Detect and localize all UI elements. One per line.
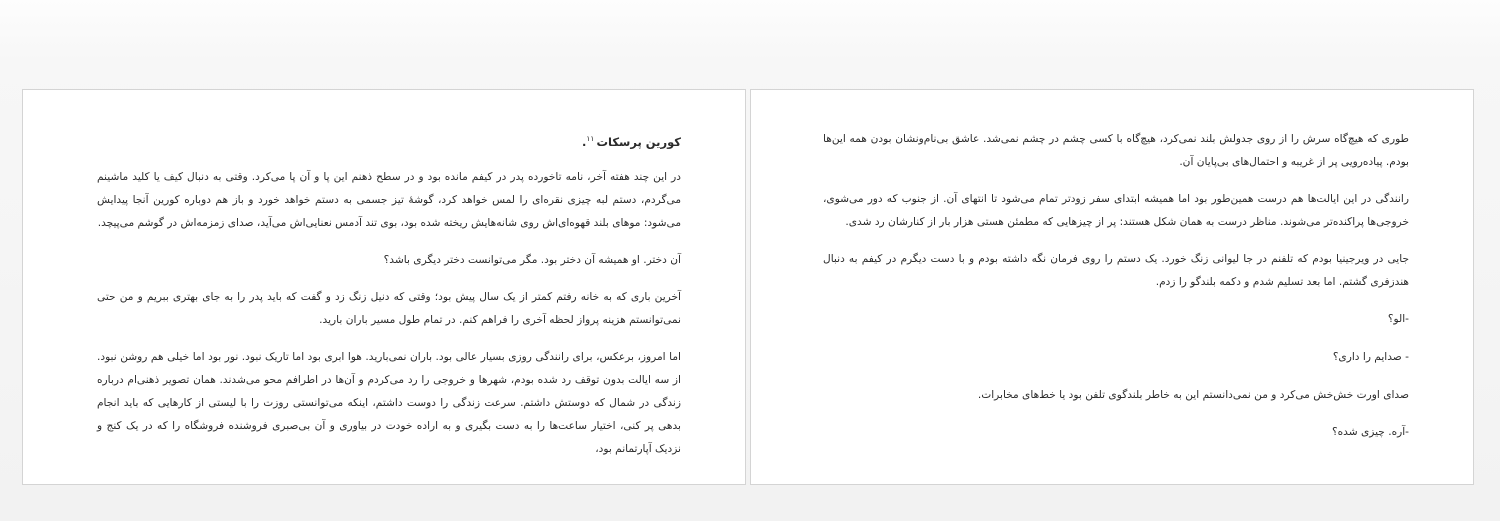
paragraph: آخرین باری که به خانه رفتم کمتر از یک سال پیش بود؛ وقتی که دنیل زنگ زد و گفت که باید پدر را به جای بهتری ببریم و من حتی نمی‌توانستم هزینه پرواز لحظه آخری را فراهم کنم. در تمام طول مسیر باران بارید.: [97, 290, 681, 326]
left-page-text: [97, 128, 681, 475]
left-page: [22, 89, 746, 485]
footnote-marker[interactable]: ۱۱: [586, 134, 595, 143]
chapter-heading-text: کورین پرسکات: [596, 134, 681, 149]
paragraph: جایی در ویرجینیا بودم که تلفنم در جا لیوانی زنگ خورد. یک دستم را روی فرمان نگه داشته بودم و با دست دیگرم در کیفم به دنبال هندزفری گشتم. اما بعد تسلیم شدم و دکمه بلندگو را زدم.: [823, 253, 1409, 288]
dialogue-line: - صدایم را داری؟: [1332, 351, 1409, 363]
paragraph: آن دختر. او همیشه آن دختر بود. مگر می‌توانست دختر دیگری باشد؟: [383, 253, 681, 266]
paragraph: صدای اورت خش‌خش می‌کرد و من نمی‌دانستم این به خاطر بلندگوی تلفن بود یا خط‌های مخابرات.: [977, 389, 1409, 401]
paragraph: رانندگی در این ایالت‌ها هم درست همین‌طور بود اما همیشه ابتدای سفر زودتر تمام می‌شود تا انتهای آن. از جنوب که دور می‌شوی، خروجی‌ها پراکنده‌تر می‌شوند. مناظر درست به همان شکل هستند: پر از چیزهایی که مطمئن هستی هزار بار از کنارشان رد شدی.: [823, 193, 1409, 228]
right-page-text: [823, 128, 1409, 459]
right-page: [750, 89, 1474, 485]
dialogue-line: -الو؟: [1387, 313, 1409, 325]
dialogue-line: -آره. چیزی شده؟: [1331, 426, 1409, 438]
chapter-heading: کورین پرسکات$^{۱۱}$.: [582, 134, 681, 149]
paragraph: طوری که هیچ‌گاه سرش را از روی جدولش بلند نمی‌کرد، هیچ‌گاه با کسی چشم در چشم نمی‌شد. عاشق بی‌نام‌ونشان بودن همه این‌ها بودم. پیاده‌رویی پر از غریبه و احتمال‌های بی‌پایان آن.: [823, 133, 1409, 168]
paragraph: اما امروز، برعکس، برای رانندگی روزی بسیار عالی بود. باران نمی‌بارید. هوا ابری بود اما تاریک نبود. نور بود اما خیلی هم روشن نبود. از سه ایالت بدون توقف رد شده بودم، شهرها و خروجی را رد می‌کردم و آن‌ها در اطرافم محو می‌شدند. همان تصویر ذهنی‌ام درباره زندگی در شمال که دوستش داشتم. سرعت زندگی را دوست داشتم، اینکه می‌توانستی روزت را با لیستی از کارهایی که باید انجام بدهی پر کنی، اختیار ساعت‌ها را به دست بگیری و به اراده خودت در بیاوری و آن بی‌صبری فروشنده فروشگاه را که در یک کنج و نزدیک آپارتمانم بود،: [97, 350, 681, 455]
paragraph: در این چند هفته آخر، نامه تاخورده پدر در کیفم مانده بود و در سطح ذهنم این پا و آن پا می‌کرد. وقتی به دنبال کیف یا کلید ماشینم می‌گردم، دستم لبه چیزی نقره‌ای را لمس خواهد کرد، گوشهٔ تیز جسمی به دستم خواهد خورد و باز هم دوباره کورین آنجا پیدایش می‌شود: موهای بلند قهوه‌ای‌اش روی شانه‌هایش ریخته شده بود، بوی تند آدمس نعنایی‌اش می‌آید، صدای زمزمه‌اش در گوشم می‌پیچد.: [97, 170, 681, 229]
